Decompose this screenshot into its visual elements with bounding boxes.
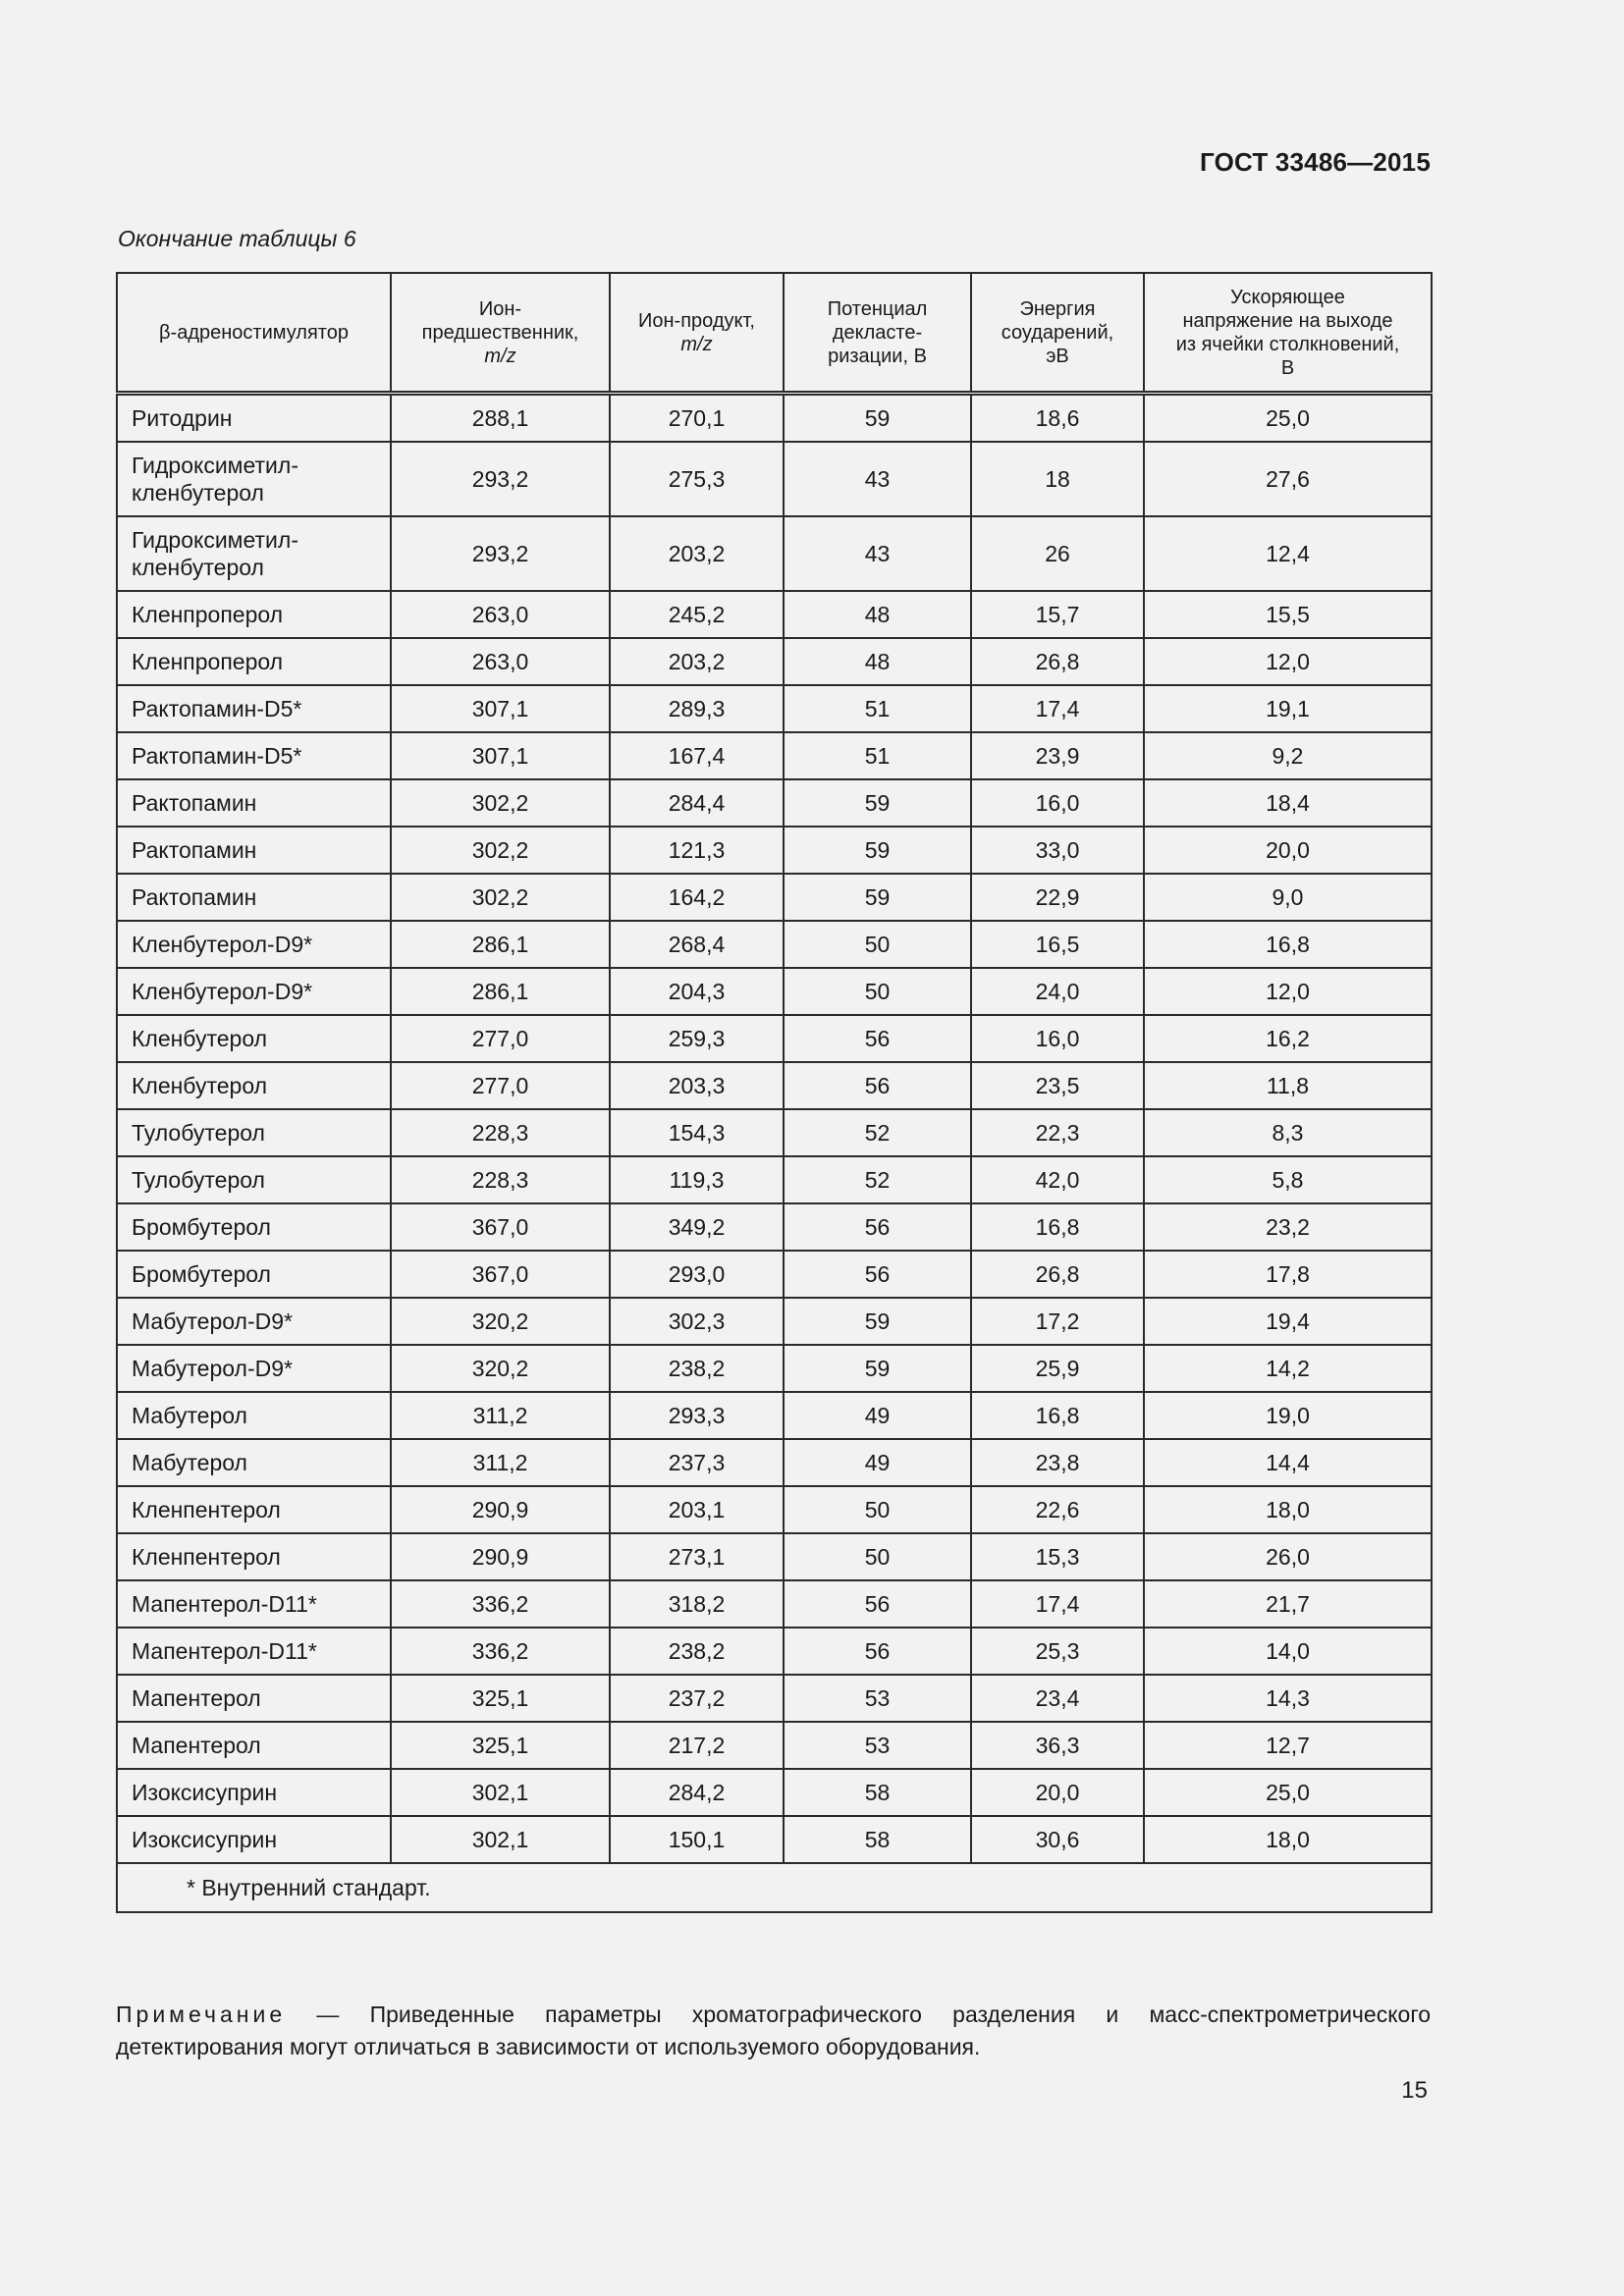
table-cell: 203,2 — [610, 638, 784, 685]
table-row — [117, 1109, 1432, 1156]
table-row — [117, 1628, 1432, 1675]
table-caption: Окончание таблицы 6 — [118, 226, 356, 251]
table-cell: 26,8 — [971, 638, 1144, 685]
table-cell: 325,1 — [391, 1675, 610, 1722]
table-cell: 58 — [784, 1769, 971, 1816]
table-cell: 320,2 — [391, 1298, 610, 1345]
table-cell: 302,3 — [610, 1298, 784, 1345]
table-cell: 12,0 — [1144, 968, 1432, 1015]
table-cell: 20,0 — [971, 1769, 1144, 1816]
table-cell: 43 — [784, 442, 971, 516]
table-cell: 59 — [784, 779, 971, 827]
document-code: ГОСТ 33486—2015 — [1200, 147, 1431, 177]
substance-name: Кленпентерол — [117, 1486, 391, 1533]
table-cell: 26 — [971, 516, 1144, 591]
table-cell: 336,2 — [391, 1580, 610, 1628]
table-row — [117, 1816, 1432, 1863]
table-cell: 302,1 — [391, 1816, 610, 1863]
table-cell: 8,3 — [1144, 1109, 1432, 1156]
table-row — [117, 1156, 1432, 1203]
column-header-line: Ускоряющее — [1230, 286, 1345, 308]
table-cell: 302,2 — [391, 874, 610, 921]
table-cell: 238,2 — [610, 1628, 784, 1675]
table-cell: 14,0 — [1144, 1628, 1432, 1675]
table-cell: 59 — [784, 827, 971, 874]
table-cell: 325,1 — [391, 1722, 610, 1769]
table-cell: 284,2 — [610, 1769, 784, 1816]
substance-name: Гидроксиметил- кленбутерол — [117, 516, 391, 591]
substance-name: Тулобутерол — [117, 1109, 391, 1156]
column-header-unit: m/z — [484, 345, 516, 367]
table-cell: 273,1 — [610, 1533, 784, 1580]
table-cell: 23,8 — [971, 1439, 1144, 1486]
table-cell: 367,0 — [391, 1251, 610, 1298]
table-cell: 203,2 — [610, 516, 784, 591]
table-cell: 237,3 — [610, 1439, 784, 1486]
table-cell: 25,0 — [1144, 1769, 1432, 1816]
table-cell: 245,2 — [610, 591, 784, 638]
table-cell: 25,3 — [971, 1628, 1144, 1675]
table-cell: 56 — [784, 1251, 971, 1298]
table-cell: 50 — [784, 1486, 971, 1533]
table-cell: 50 — [784, 968, 971, 1015]
table-row — [117, 591, 1432, 638]
table-cell: 286,1 — [391, 921, 610, 968]
table-cell: 15,3 — [971, 1533, 1144, 1580]
table-cell: 12,7 — [1144, 1722, 1432, 1769]
column-header — [971, 273, 1144, 394]
substance-name: Гидроксиметил- кленбутерол — [117, 442, 391, 516]
substance-name: Кленбутерол-D9* — [117, 921, 391, 968]
column-header-unit: m/z — [680, 333, 713, 355]
table-cell: 30,6 — [971, 1816, 1144, 1863]
table-row — [117, 1486, 1432, 1533]
substance-name: Рактопамин — [117, 827, 391, 874]
table-cell: 311,2 — [391, 1439, 610, 1486]
substance-name: Ритодрин — [117, 394, 391, 443]
table-cell: 59 — [784, 1298, 971, 1345]
column-header-line: Энергия — [1019, 297, 1096, 320]
substance-name: Изоксисуприн — [117, 1816, 391, 1863]
table-cell: 119,3 — [610, 1156, 784, 1203]
table-cell: 56 — [784, 1580, 971, 1628]
table-footnote: * Внутренний стандарт. — [117, 1863, 1432, 1912]
table-cell: 21,7 — [1144, 1580, 1432, 1628]
table-cell: 286,1 — [391, 968, 610, 1015]
table-cell: 43 — [784, 516, 971, 591]
table-cell: 259,3 — [610, 1015, 784, 1062]
substance-name: Рактопамин — [117, 874, 391, 921]
table-cell: 293,2 — [391, 516, 610, 591]
table-cell: 238,2 — [610, 1345, 784, 1392]
column-header-line: из ячейки столкновений, — [1175, 333, 1400, 355]
table-row — [117, 1675, 1432, 1722]
table-row — [117, 1439, 1432, 1486]
table-cell: 167,4 — [610, 732, 784, 779]
table-cell: 367,0 — [391, 1203, 610, 1251]
table-cell: 121,3 — [610, 827, 784, 874]
table-cell: 293,3 — [610, 1392, 784, 1439]
column-header-line: предшественник, — [421, 321, 579, 344]
table-cell: 17,2 — [971, 1298, 1144, 1345]
table-cell: 289,3 — [610, 685, 784, 732]
table-cell: 237,2 — [610, 1675, 784, 1722]
table-cell: 11,8 — [1144, 1062, 1432, 1109]
substance-name: Кленпентерол — [117, 1533, 391, 1580]
table-cell: 16,8 — [971, 1203, 1144, 1251]
table-cell: 293,0 — [610, 1251, 784, 1298]
table-cell: 307,1 — [391, 732, 610, 779]
table-cell: 16,8 — [971, 1392, 1144, 1439]
substance-name: Кленбутерол — [117, 1015, 391, 1062]
column-header-line: β-адреностимулятор — [159, 321, 349, 344]
table-cell: 17,4 — [971, 685, 1144, 732]
table-cell: 24,0 — [971, 968, 1144, 1015]
table-cell: 23,2 — [1144, 1203, 1432, 1251]
table-cell: 336,2 — [391, 1628, 610, 1675]
table-cell: 275,3 — [610, 442, 784, 516]
table-cell: 17,4 — [971, 1580, 1144, 1628]
table-cell: 302,2 — [391, 779, 610, 827]
table-cell: 33,0 — [971, 827, 1144, 874]
substance-name: Кленпроперол — [117, 591, 391, 638]
substance-name: Мабутерол — [117, 1439, 391, 1486]
table-body — [117, 394, 1432, 1913]
substance-name: Рактопамин-D5* — [117, 685, 391, 732]
table-cell: 288,1 — [391, 394, 610, 443]
table-cell: 23,5 — [971, 1062, 1144, 1109]
table-cell: 19,1 — [1144, 685, 1432, 732]
table-cell: 56 — [784, 1203, 971, 1251]
column-header-line: Потенциал — [827, 297, 928, 320]
table-cell: 27,6 — [1144, 442, 1432, 516]
table-cell: 42,0 — [971, 1156, 1144, 1203]
substance-name: Бромбутерол — [117, 1203, 391, 1251]
substance-name: Мабутерол-D9* — [117, 1345, 391, 1392]
table-cell: 49 — [784, 1392, 971, 1439]
table-cell: 9,0 — [1144, 874, 1432, 921]
table-row — [117, 1203, 1432, 1251]
table-header — [117, 273, 1432, 394]
table-row — [117, 1298, 1432, 1345]
column-header-line: Ион-продукт, — [638, 309, 755, 332]
table-cell: 311,2 — [391, 1392, 610, 1439]
table-cell: 12,4 — [1144, 516, 1432, 591]
column-header-line: декласте- — [832, 321, 923, 344]
table-cell: 150,1 — [610, 1816, 784, 1863]
column-header — [117, 273, 391, 394]
table-cell: 56 — [784, 1015, 971, 1062]
table-cell: 5,8 — [1144, 1156, 1432, 1203]
column-header-line: ризации, В — [828, 345, 927, 367]
table-cell: 270,1 — [610, 394, 784, 443]
table-cell: 12,0 — [1144, 638, 1432, 685]
data-table — [116, 272, 1433, 1913]
column-header-line: Ион- — [478, 297, 522, 320]
table-cell: 228,3 — [391, 1156, 610, 1203]
table-cell: 48 — [784, 591, 971, 638]
table-row — [117, 685, 1432, 732]
substance-name: Мапентерол — [117, 1722, 391, 1769]
note-text: Приведенные параметры хроматографического разделения и масс-спектрометрического детектирования могут отличаться в зависимости от используемого оборудования. — [116, 2002, 1431, 2059]
table-cell: 320,2 — [391, 1345, 610, 1392]
table-cell: 59 — [784, 1345, 971, 1392]
table-cell: 302,1 — [391, 1769, 610, 1816]
table-row — [117, 1062, 1432, 1109]
table-row — [117, 827, 1432, 874]
table-row — [117, 516, 1432, 591]
table-cell: 15,5 — [1144, 591, 1432, 638]
table-cell: 18,0 — [1144, 1486, 1432, 1533]
column-header-line: напряжение на выходе — [1182, 309, 1393, 332]
table-cell: 228,3 — [391, 1109, 610, 1156]
table-cell: 14,4 — [1144, 1439, 1432, 1486]
table-row — [117, 968, 1432, 1015]
table-cell: 48 — [784, 638, 971, 685]
page-number: 15 — [1401, 2077, 1428, 2104]
table-row — [117, 1580, 1432, 1628]
table-cell: 53 — [784, 1675, 971, 1722]
table-row — [117, 1251, 1432, 1298]
table-row — [117, 779, 1432, 827]
table-row — [117, 1392, 1432, 1439]
table-row — [117, 638, 1432, 685]
table-cell: 217,2 — [610, 1722, 784, 1769]
substance-name: Тулобутерол — [117, 1156, 391, 1203]
table-cell: 263,0 — [391, 638, 610, 685]
table-cell: 51 — [784, 732, 971, 779]
column-header — [784, 273, 971, 394]
table-cell: 25,0 — [1144, 394, 1432, 443]
table-cell: 22,9 — [971, 874, 1144, 921]
table-cell: 25,9 — [971, 1345, 1144, 1392]
table-cell: 9,2 — [1144, 732, 1432, 779]
substance-name: Мапентерол-D11* — [117, 1580, 391, 1628]
table-cell: 318,2 — [610, 1580, 784, 1628]
substance-name: Бромбутерол — [117, 1251, 391, 1298]
table-cell: 19,0 — [1144, 1392, 1432, 1439]
table-cell: 14,3 — [1144, 1675, 1432, 1722]
table-row — [117, 394, 1432, 443]
table-cell: 22,6 — [971, 1486, 1144, 1533]
table-cell: 20,0 — [1144, 827, 1432, 874]
column-header — [391, 273, 610, 394]
substance-name: Кленбутерол — [117, 1062, 391, 1109]
table-cell: 18,6 — [971, 394, 1144, 443]
table-cell: 36,3 — [971, 1722, 1144, 1769]
table-row — [117, 1015, 1432, 1062]
table-cell: 16,0 — [971, 1015, 1144, 1062]
table-row — [117, 1722, 1432, 1769]
footnote-row — [117, 1863, 1432, 1912]
table-cell: 52 — [784, 1109, 971, 1156]
table-row — [117, 921, 1432, 968]
table-cell: 277,0 — [391, 1015, 610, 1062]
table-cell: 284,4 — [610, 779, 784, 827]
substance-name: Мабутерол-D9* — [117, 1298, 391, 1345]
table-cell: 277,0 — [391, 1062, 610, 1109]
table-cell: 16,5 — [971, 921, 1144, 968]
table-row — [117, 732, 1432, 779]
table-cell: 15,7 — [971, 591, 1144, 638]
note-dash: — — [286, 2002, 370, 2027]
substance-name: Кленбутерол-D9* — [117, 968, 391, 1015]
note-label: Примечание — [116, 2002, 287, 2027]
substance-name: Кленпроперол — [117, 638, 391, 685]
table-cell: 154,3 — [610, 1109, 784, 1156]
table-cell: 290,9 — [391, 1486, 610, 1533]
table-cell: 18,0 — [1144, 1816, 1432, 1863]
table-cell: 23,4 — [971, 1675, 1144, 1722]
column-header-line: эВ — [1046, 345, 1069, 367]
table-cell: 16,0 — [971, 779, 1144, 827]
note — [116, 1999, 1431, 2063]
substance-name: Мапентерол-D11* — [117, 1628, 391, 1675]
substance-name: Мапентерол — [117, 1675, 391, 1722]
table-cell: 23,9 — [971, 732, 1144, 779]
table-row — [117, 1345, 1432, 1392]
table-cell: 50 — [784, 921, 971, 968]
table-cell: 59 — [784, 394, 971, 443]
table-cell: 268,4 — [610, 921, 784, 968]
table-cell: 204,3 — [610, 968, 784, 1015]
substance-name: Рактопамин-D5* — [117, 732, 391, 779]
table-cell: 50 — [784, 1533, 971, 1580]
table-cell: 349,2 — [610, 1203, 784, 1251]
table-cell: 26,8 — [971, 1251, 1144, 1298]
table-row — [117, 1769, 1432, 1816]
table-cell: 293,2 — [391, 442, 610, 516]
table-row — [117, 1533, 1432, 1580]
table-cell: 58 — [784, 1816, 971, 1863]
table-cell: 56 — [784, 1628, 971, 1675]
table-row — [117, 874, 1432, 921]
table-cell: 290,9 — [391, 1533, 610, 1580]
table-cell: 18,4 — [1144, 779, 1432, 827]
table-cell: 14,2 — [1144, 1345, 1432, 1392]
table-cell: 53 — [784, 1722, 971, 1769]
table-cell: 56 — [784, 1062, 971, 1109]
table-cell: 22,3 — [971, 1109, 1144, 1156]
table-cell: 307,1 — [391, 685, 610, 732]
table-cell: 164,2 — [610, 874, 784, 921]
substance-name: Рактопамин — [117, 779, 391, 827]
column-header — [610, 273, 784, 394]
column-header-line: В — [1280, 356, 1295, 379]
table-cell: 302,2 — [391, 827, 610, 874]
substance-name: Изоксисуприн — [117, 1769, 391, 1816]
table-cell: 203,1 — [610, 1486, 784, 1533]
column-header — [1144, 273, 1432, 394]
table-row — [117, 442, 1432, 516]
table-cell: 16,2 — [1144, 1015, 1432, 1062]
table-cell: 52 — [784, 1156, 971, 1203]
table-cell: 49 — [784, 1439, 971, 1486]
table-cell: 51 — [784, 685, 971, 732]
table-cell: 59 — [784, 874, 971, 921]
table-cell: 19,4 — [1144, 1298, 1432, 1345]
table-cell: 263,0 — [391, 591, 610, 638]
table-cell: 17,8 — [1144, 1251, 1432, 1298]
substance-name: Мабутерол — [117, 1392, 391, 1439]
column-header-line: соударений, — [1001, 321, 1114, 344]
table-cell: 26,0 — [1144, 1533, 1432, 1580]
table-cell: 203,3 — [610, 1062, 784, 1109]
table-cell: 18 — [971, 442, 1144, 516]
table-cell: 16,8 — [1144, 921, 1432, 968]
